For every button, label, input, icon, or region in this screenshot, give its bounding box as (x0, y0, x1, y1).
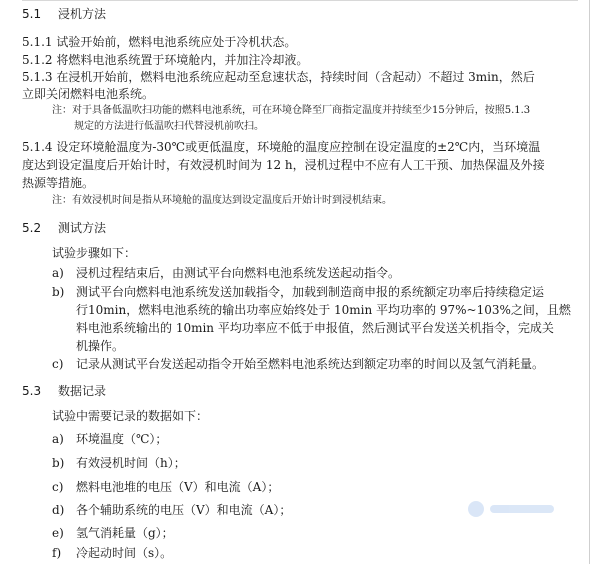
list-text: 氢气消耗量（g）； (76, 526, 174, 540)
list-item-b (52, 284, 544, 301)
note-2: 注：有效浸机时间是指从环境舱的温度达到设定温度后开始计时到浸机结束。 (52, 195, 392, 206)
clause-5-1-1: 5.1.1 试验开始前，燃料电池系统应处于冷机状态。 (22, 35, 297, 49)
list-text: 记录从测试平台发送起动指令开始至燃料电池系统达到额定功率的时间以及氢气消耗量。 (76, 357, 545, 371)
watermark-text-shape (490, 505, 554, 513)
record-item-a (52, 431, 167, 448)
clause-5-1-3-line1: 5.1.3 在浸机开始前，燃料电池系统应起动至怠速状态，持续时间（含起动）不超过 3min，然后 (22, 70, 535, 84)
list-item-a (52, 265, 400, 282)
list-item-b-line2: 行10min，燃料电池系统的输出功率应始终处于 10min 平均功率的 97%~103%之间，且燃 (76, 303, 571, 317)
list-marker: b) (52, 285, 65, 299)
record-item-c (52, 479, 279, 496)
section-heading-5-2 (22, 220, 106, 237)
record-item-f (52, 545, 172, 562)
list-marker: d) (52, 503, 65, 517)
section-number: 5.1 (22, 7, 42, 21)
section-title: 测试方法 (58, 221, 107, 235)
list-text: 燃料电池堆的电压（V）和电流（A）； (76, 480, 280, 494)
section-heading-5-3 (22, 383, 106, 400)
list-text: 冷起动时间（s）。 (76, 546, 173, 560)
note-1-line1: 注：对于具备低温吹扫功能的燃料电池系统，可在环境仓降至厂商指定温度并持续至少15分钟后，按照5.1.3 (52, 105, 531, 116)
section-title: 数据记录 (58, 384, 107, 398)
list-text: 有效浸机时间（h）； (76, 456, 186, 470)
list-item-b-line4: 机操作。 (76, 339, 125, 353)
record-item-e (52, 525, 174, 542)
list-marker: a) (52, 432, 64, 446)
clause-5-1-4-line3: 热源等措施。 (22, 176, 95, 190)
clause-5-1-3-line2: 立即关闭燃料电池系统。 (22, 87, 155, 101)
list-marker: c) (52, 480, 64, 494)
procedure-intro: 试验步骤如下： (52, 246, 137, 260)
note-1-line2: 规定的方法进行低温吹扫代替浸机前吹扫。 (74, 121, 264, 132)
clause-5-1-4-line2: 度达到设定温度后开始计时，有效浸机时间为 12 h，浸机过程中不应有人工干预、加热保温及外接 (22, 158, 545, 172)
watermark-icon (468, 501, 484, 517)
list-item-b-line3: 料电池系统输出的 10min 平均功率应不低于申报值，然后测试平台发送关机指令，完成关 (76, 321, 554, 335)
list-marker: e) (52, 526, 64, 540)
records-intro: 试验中需要记录的数据如下： (52, 409, 209, 423)
list-marker: c) (52, 357, 64, 371)
page-edge (589, 0, 590, 564)
section-number: 5.2 (22, 221, 42, 235)
record-item-d (52, 502, 291, 519)
clause-5-1-2: 5.1.2 将燃料电池系统置于环境舱内，并加注冷却液。 (22, 53, 309, 67)
record-item-b (52, 455, 186, 472)
clause-5-1-4-line1: 5.1.4 设定环境舱温度为-30℃或更低温度，环境舱的温度应控制在设定温度的±2℃内，当环境温 (22, 140, 541, 154)
watermark-logo (468, 498, 568, 520)
list-text: 各个辅助系统的电压（V）和电流（A）； (76, 503, 292, 517)
section-title: 浸机方法 (58, 7, 107, 21)
section-number: 5.3 (22, 384, 42, 398)
list-text: 浸机过程结束后，由测试平台向燃料电池系统发送起动指令。 (76, 266, 401, 280)
section-heading-5-1 (22, 6, 106, 23)
list-marker: b) (52, 456, 65, 470)
list-marker: a) (52, 266, 64, 280)
list-text: 环境温度（℃）； (76, 432, 168, 446)
list-marker: f) (52, 546, 62, 560)
top-rule (22, 0, 578, 1)
list-text: 测试平台向燃料电池系统发送加载指令，加载到制造商申报的系统额定功率后持续稳定运 (76, 285, 545, 299)
list-item-c (52, 356, 544, 373)
